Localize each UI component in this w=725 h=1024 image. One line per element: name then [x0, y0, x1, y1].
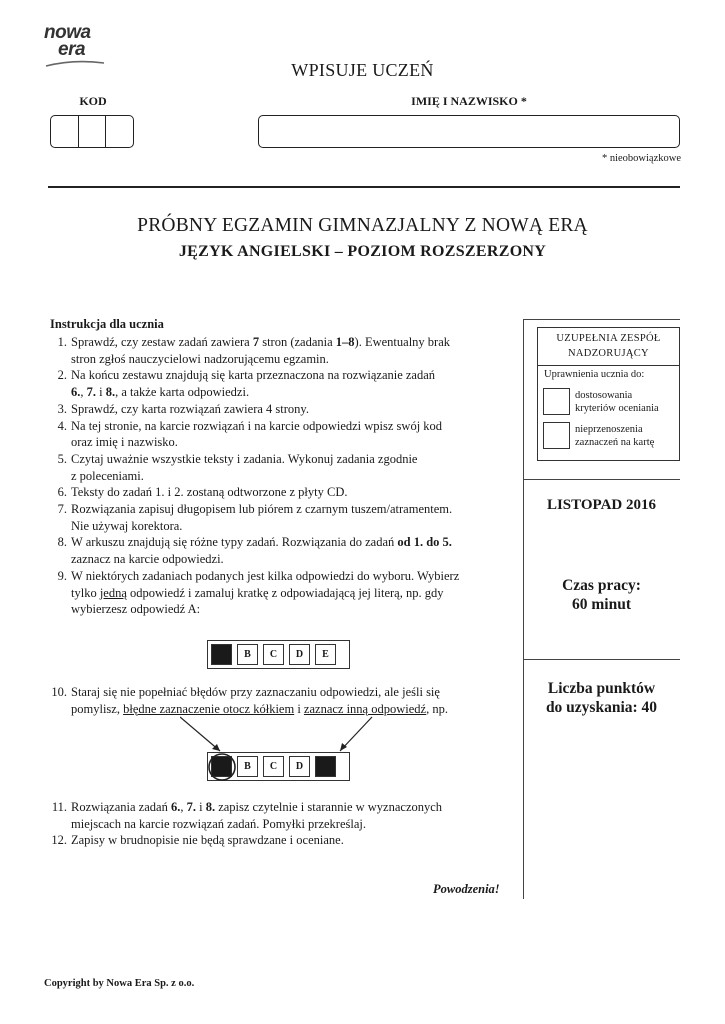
label-line: dostosowania: [575, 390, 633, 401]
item-text: Czytaj uważnie wszystkie teksty i zadania. Wykonuj zadania zgodnie: [71, 451, 418, 466]
item-text: , np.: [426, 701, 448, 716]
item-text: W arkuszu znajdują się różne typy zadań. Rozwiązania do zadań: [71, 535, 398, 550]
item-text: błędne zaznaczenie otocz kółkiem: [123, 701, 295, 716]
exam-title: PRÓBNY EGZAMIN GIMNAZJALNY Z NOWĄ ERĄ: [137, 215, 588, 236]
item-text: Na tej stronie, na karcie rozwiązań i na karcie odpowiedzi wpisz swój kod: [71, 418, 443, 433]
list-item: [50, 334, 510, 367]
item-number: 6.: [57, 485, 67, 500]
list-item: [50, 799, 510, 832]
item-text: miejscach na karcie rozwiązań zadań. Pomyłki przekreślaj.: [71, 816, 367, 831]
list-item: [50, 832, 510, 849]
item-text: tylko: [71, 585, 100, 600]
panel-subheading: Uprawnienia ucznia do:: [544, 369, 645, 380]
panel-heading-line: UZUPEŁNIA ZESPÓŁ: [556, 333, 661, 344]
item-number: 10.: [51, 685, 67, 699]
answer-box-e: E: [315, 644, 336, 665]
item-number: 7.: [57, 502, 67, 517]
item-text: 8.: [105, 385, 116, 400]
list-item: [50, 367, 510, 400]
item-text: i: [96, 385, 106, 400]
answer-box-a: [211, 644, 232, 665]
label-line: nieprzenoszenia: [575, 424, 643, 435]
item-text: 6.: [170, 800, 181, 814]
answer-example-1: [211, 644, 341, 665]
item-text: 6.: [71, 385, 81, 400]
answer-box-c: C: [263, 644, 284, 665]
item-text: i: [195, 800, 206, 814]
instructions-list: [50, 334, 510, 618]
student-fill-heading: WPISUJE UCZEŃ: [291, 60, 434, 80]
item-text: Na końcu zestawu znajdują się karta przeznaczona na rozwiązanie zadań: [71, 368, 436, 383]
item-text: oraz imię i nazwisko.: [71, 435, 178, 450]
item-text: pomylisz,: [71, 701, 124, 716]
name-label: IMIĘ I NAZWISKO *: [411, 94, 527, 108]
checkbox-criteria[interactable]: [543, 388, 570, 415]
item-number: 1.: [57, 335, 67, 349]
item-text: i: [294, 701, 304, 716]
item-text: 7.: [86, 385, 96, 400]
item-text: ,: [80, 385, 87, 400]
list-item: [50, 534, 510, 567]
checkbox-no-transfer-label: [575, 424, 654, 449]
checkbox-criteria-label: [575, 390, 659, 415]
side-divider: [523, 319, 680, 320]
kod-cell[interactable]: [79, 116, 107, 147]
side-divider: [523, 479, 680, 480]
divider: [48, 186, 680, 188]
panel-heading: [538, 328, 679, 366]
answer-box-e: [315, 756, 336, 777]
item-text: zaznacz inną odpowiedź: [303, 701, 427, 716]
item-text: Teksty do zadań 1. i 2. zostaną odtworzone z płyty CD.: [71, 485, 348, 500]
logo-text-line1: nowa: [44, 22, 91, 43]
item-text: odpowiedź i zamaluj kratkę z odpowiadającą jej literą, np. gdy: [126, 585, 444, 600]
item-text: Staraj się nie popełniać błędów przy zaznaczaniu odpowiedzi, ale jeśli się: [71, 685, 440, 699]
item-text: od 1. do 5.: [397, 535, 452, 550]
closing-text: Powodzenia!: [433, 882, 500, 896]
item-text: ). Ewentualny brak: [354, 335, 450, 349]
item-text: 1–8: [335, 335, 355, 349]
item-number: 9.: [57, 568, 67, 583]
list-item: [50, 418, 510, 451]
item-number: 4.: [57, 418, 67, 433]
instructions-list-cont: [50, 684, 510, 717]
instructions-list-end: [50, 799, 510, 849]
item-text: 7: [252, 335, 260, 349]
name-input[interactable]: [258, 115, 680, 148]
item-text: 7.: [186, 800, 196, 814]
item-number: 12.: [51, 833, 67, 848]
points-value: do uzyskania: 40: [545, 699, 658, 716]
kod-label: KOD: [79, 94, 107, 108]
list-item: [50, 568, 510, 618]
item-text: Sprawdź, czy karta rozwiązań zawiera 4 strony.: [71, 401, 309, 416]
circle-mark-icon: [207, 752, 239, 782]
answer-box-b: B: [237, 756, 258, 777]
item-number: 5.: [57, 451, 67, 466]
exam-duration: [523, 576, 680, 614]
label-line: zaznaczeń na kartę: [575, 436, 655, 448]
item-text: stron zgłoś nauczycielowi nadzorującemu egzamin.: [71, 351, 329, 366]
exam-points: [523, 679, 680, 717]
answer-box-c: C: [263, 756, 284, 777]
checkbox-no-transfer[interactable]: [543, 422, 570, 449]
item-text: ,: [180, 800, 187, 814]
panel-heading-line: NADZORUJĄCY: [568, 348, 649, 359]
list-item: [50, 451, 510, 484]
item-text: Rozwiązania zapisuj długopisem lub piórem z czarnym tuszem/atramentem.: [71, 502, 453, 517]
label-line: kryteriów oceniania: [575, 402, 659, 414]
kod-cell[interactable]: [106, 116, 133, 147]
kod-input[interactable]: [50, 115, 134, 148]
list-item: [50, 684, 510, 717]
list-item: [50, 501, 510, 534]
item-text: jedną: [99, 585, 127, 600]
points-label: Liczba punktów: [547, 680, 656, 697]
item-text: wybierzesz odpowiedź A:: [71, 602, 201, 617]
item-text: , a także karta odpowiedzi.: [115, 385, 250, 400]
item-text: Zapisy w brudnopisie nie będą sprawdzane i oceniane.: [71, 833, 344, 848]
optional-footnote: * nieobowiązkowe: [601, 153, 681, 164]
answer-box-d: D: [289, 756, 310, 777]
list-item: [50, 484, 510, 501]
list-item: [50, 401, 510, 418]
exam-date: LISTOPAD 2016: [546, 497, 657, 513]
item-text: Sprawdź, czy zestaw zadań zawiera: [71, 335, 253, 349]
answer-box-d: D: [289, 644, 310, 665]
answer-box-b: B: [237, 644, 258, 665]
copyright: Copyright by Nowa Era Sp. z o.o.: [44, 978, 195, 989]
item-text: Rozwiązania zadań: [71, 800, 171, 814]
exam-subtitle: JĘZYK ANGIELSKI – POZIOM ROZSZERZONY: [178, 243, 547, 260]
item-number: 8.: [57, 535, 67, 550]
logo-text-line2: era: [58, 39, 86, 60]
item-text: zaznacz na karcie odpowiedzi.: [71, 552, 224, 567]
item-text: stron (zadania: [259, 335, 336, 349]
item-number: 11.: [51, 800, 67, 814]
supervisor-panel: [537, 327, 680, 461]
duration-label: Czas pracy:: [562, 577, 641, 594]
item-number: 3.: [57, 401, 67, 416]
item-number: 2.: [57, 368, 67, 383]
item-text: z poleceniami.: [71, 468, 144, 483]
duration-value: 60 minut: [572, 596, 631, 613]
instructions-heading: Instrukcja dla ucznia: [50, 317, 164, 331]
item-text: zapisz czytelnie i starannie w wyznaczonych: [215, 800, 443, 814]
side-divider: [523, 659, 680, 660]
item-text: Nie używaj korektora.: [71, 518, 183, 533]
kod-cell[interactable]: [51, 116, 79, 147]
item-text: 8.: [205, 800, 216, 814]
item-text: W niektórych zadaniach podanych jest kilka odpowiedzi do wyboru. Wybierz: [71, 568, 460, 583]
